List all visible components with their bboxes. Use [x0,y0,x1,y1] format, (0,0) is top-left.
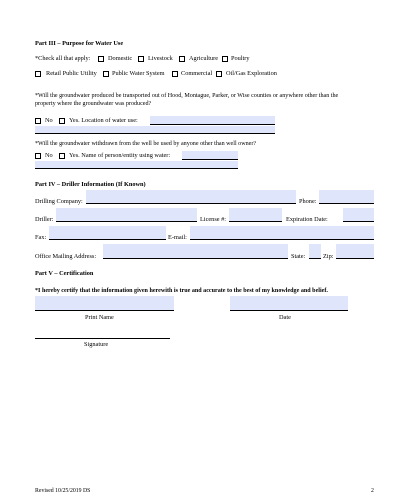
driller-label: Driller: [35,216,54,223]
phone-field[interactable] [319,190,374,204]
date-label: Date [279,314,291,321]
transport-yes-label: Yes. Location of water use: [69,117,138,124]
option-oil-gas-label: Oil/Gas Exploration [226,70,277,77]
fax-label: Fax: [35,234,47,241]
option-commercial-label: Commercial [181,70,213,77]
page-number: 2 [371,488,374,494]
drilling-company-field[interactable] [86,190,296,204]
checkbox-domestic[interactable] [98,56,104,62]
other-user-no-label: No [45,152,53,159]
transport-question-line1: *Will the groundwater produced be transported out of Hood, Montague, Parker, or Wise counties or anywhere other than the [35,93,339,99]
option-domestic-label: Domestic [108,55,133,62]
other-user-yes-label: Yes. Name of person/entity using water: [69,152,171,159]
driller-field[interactable] [56,208,197,222]
checkbox-transport-no[interactable] [35,118,41,124]
part4-heading: Part IV – Driller Information (If Known) [35,181,146,188]
checkbox-other-user-no[interactable] [35,153,41,159]
checkbox-agriculture[interactable] [179,56,185,62]
location-of-use-field-2[interactable] [35,126,275,134]
state-field[interactable] [309,244,321,259]
zip-label: Zip: [323,253,334,260]
option-agriculture-label: Agriculture [189,55,219,62]
transport-no-label: No [45,117,53,124]
option-livestock-label: Livestock [148,55,173,62]
license-field[interactable] [229,208,282,222]
zip-field[interactable] [336,244,374,259]
print-name-label: Print Name [85,314,114,321]
option-poultry-label: Poultry [231,55,250,62]
checkbox-poultry[interactable] [222,56,228,62]
phone-label: Phone: [299,198,317,205]
check-all-prompt: *Check all that apply: [35,55,91,62]
state-label: State: [291,253,306,260]
checkbox-commercial[interactable] [172,71,178,77]
email-field[interactable] [190,226,374,240]
signature-line[interactable] [35,338,170,339]
checkbox-public-water-system[interactable] [103,71,109,77]
print-name-field[interactable] [35,296,174,311]
location-of-use-field[interactable] [150,116,275,125]
checkbox-livestock[interactable] [138,56,144,62]
date-field[interactable] [230,296,348,311]
entity-name-field[interactable] [182,151,238,160]
option-public-water-label: Public Water System [112,70,165,77]
checkbox-transport-yes[interactable] [59,118,65,124]
transport-question-line2: property where the groundwater was produced? [35,101,152,107]
checkbox-oil-gas[interactable] [216,71,222,77]
revision-note: Revised 10/25/2019 DS [35,488,91,494]
part3-heading: Part III – Purpose for Water Use [35,40,124,47]
part5-heading: Part V – Certification [35,270,94,277]
option-retail-label: Retail Public Utility [46,70,97,77]
signature-label: Signature [84,341,109,348]
fax-field[interactable] [49,226,166,240]
license-label: License #: [200,216,227,223]
email-label: E-mail: [168,234,187,241]
expiration-label: Expiration Date: [286,216,328,223]
expiration-field[interactable] [343,208,374,222]
other-user-question: *Will the groundwater withdrawn from the well be used by anyone other than well owner? [35,141,257,147]
office-address-label: Office Mailing Address: [35,253,97,260]
certification-statement: *I hereby certify that the information given herewith is true and accurate to the best of my knowledge and belief. [35,288,328,294]
entity-name-field-2[interactable] [35,161,238,169]
drilling-company-label: Drilling Company: [35,198,83,205]
checkbox-other-user-yes[interactable] [59,153,65,159]
checkbox-retail-public-utility[interactable] [35,71,41,77]
office-address-field[interactable] [103,244,288,259]
